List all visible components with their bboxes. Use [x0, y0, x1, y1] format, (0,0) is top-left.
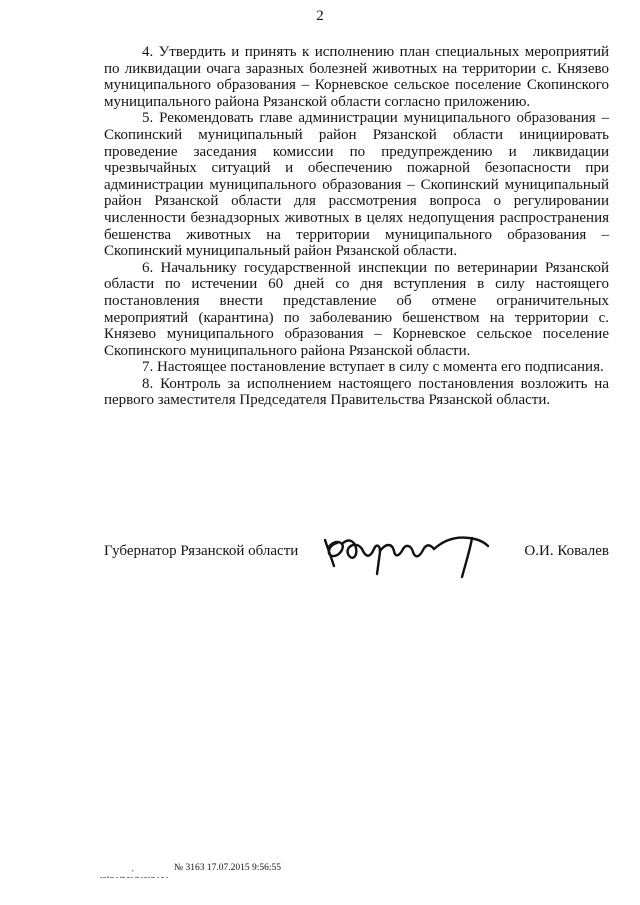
scan-artifact [100, 870, 170, 880]
paragraph-item-8: 8. Контроль за исполнением настоящего постановления возложить на первого заместителя Председателя Правительства Рязанской области. [104, 375, 609, 409]
paragraph-item-4: 4. Утвердить и принять к исполнению план специальных мероприятий по ликвидации очага заразных болезней животных на территории с. Князево муниципального образования – Корневское сельское поселение Скопинского муниципального района Рязанской области согласно приложению. [104, 44, 609, 110]
page-number: 2 [316, 8, 324, 24]
registration-stamp: № 3163 17.07.2015 9:56:55 [174, 863, 281, 873]
paragraph-item-5: 5. Рекомендовать главе администрации муниципального образования – Скопинский муниципальный район Рязанской области инициировать проведение заседания комиссии по предупреждению и ликвидации чрезвычайных ситуаций и обеспечению пожарной безопасности при администрации муниципального образования – Скопинский муниципальный район Рязанской области для рассмотрения вопроса о регулировании численности безнадзорных животных в целях недопущения распространения бешенства животных на территории муниципального образования – Скопинский муниципальный район Рязанской области. [104, 110, 609, 260]
paragraph-item-6: 6. Начальнику государственной инспекции по ветеринарии Рязанской области по истечении 60 дней со дня вступления в силу настоящего постановления внести представление об отмене ограничительных мероприятий (карантина) по заболеванию бешенством на территории с. Князево муниципального образования – Корневское сельское поселение Скопинского муниципального района Рязанской области. [104, 259, 609, 359]
signer-name: О.И. Ковалев [524, 543, 609, 559]
signature-block [104, 536, 609, 576]
signer-title: Губернатор Рязанской области [104, 543, 299, 559]
paragraph-item-7: 7. Настоящее постановление вступает в силу с момента его подписания. [142, 359, 604, 376]
handwritten-signature [322, 530, 502, 582]
document-body [104, 44, 609, 409]
